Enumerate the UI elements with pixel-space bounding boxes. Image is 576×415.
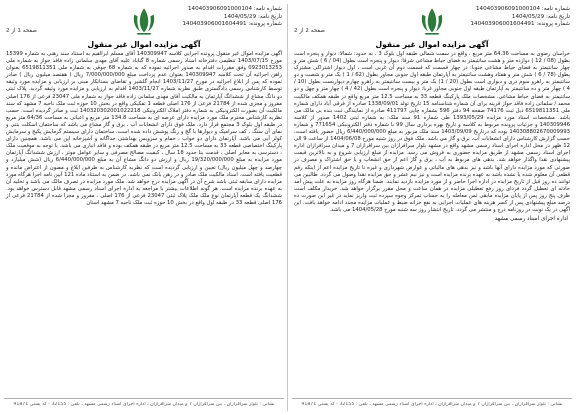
letter-number: شماره نامه: 140403906091000104 — [475, 6, 570, 12]
page-footer: نشانی : بلوار سرافرازان ، بین سرافرازان 7 و میدان سرافرازان ، اداره اجرای اسناد رسمی مشهد ، تلفن : 32155 - کد پستی 91871 — [13, 402, 275, 407]
page-two-column — [292, 4, 572, 408]
page-divider — [287, 4, 288, 411]
notice-title: آگهی مزایده اموال غیر منقول — [87, 40, 201, 49]
page-number: صفحه 2 از 2 — [294, 28, 325, 34]
letter-meta — [182, 6, 282, 29]
footer-divider — [4, 398, 284, 399]
notice-body — [294, 51, 570, 214]
letter-date: تاریخ نامه: 1404/05/29 — [223, 13, 282, 20]
page-number: صفحه 1 از 2 — [6, 28, 37, 34]
page-one-header — [4, 4, 284, 38]
letter-meta — [470, 6, 570, 29]
notice-paragraph: خراسان رضوی به مساحت 64.36 متر مربع ، واقع در سمت شمالی طبقه اول بلوک 3 ، به حدود: شمالا: دیوار و پنجره است بطول (08 / 12 ) دوازده متر و هشت سانتیمتر به فضای حیاط مشاعی شرقا: دیوار و پنجره است بطول (04 / 6 ) شش متر و چهار سانتیمتر به فضای حیاط مشاعی جنوبا: در چهار قسمت که قسمت دوم آن غربی است ، اول دیوار اشتراکی مشترک بطول (78 / 6 ) شش متر و هفتاد وهشت سانتیمتر به آپارتمان طبقه اول جنوبی مجاور بطول (62 / 1 ) یک متر و شصت و دو سانتیمتر به راهرو سوم دری و دیواری است بطول (20 / 1) یک متر و بیست سانتیمتر به راهرو چهارم دیواریست بطول (10 / 4 ) چهار متر و ده سانتیمتر به آپارتمان طبقه اول جنوبی مجاور غربا: دیوار و پنجره است بطول (42 / 4 ) چهار متر و چهل و دو سانتیمتر به فضای حیاط مشاعی. مشخصات ملک پارکینگ قطعه 33 به مساحت 12.5 متر مربع واقع در طبقه همکف مالکیت محمد / سلمانی زاده فاقد جواز قرینه برای آن شماره شناسنامه 15 تاریخ تولد 1338/09/01 صادره از فرقی آباد دارای شماره ملی 6519811351 ذیل ثبت 74176 صفحه 94 دفتر 596 بشماره چاپی 411797 صادره از نمایندگی ثبت بنده بی مالک می باشد. مشخصات اسناد مورد مزایده 1393/05/29 طی شماره 91 سند ملک: به شماره ثبتی 1402 صدور از کلاسه 140309946 و جزئیات پرونده مربوط به کلاسه و تاریخ بهره برداری سال 99 با شماره دفتر الکترونیکی 771654 و شماره 140308802670009993 بوده که درتاریخ 1403/09/09 سند ملک مزبور به مبلغ 6/440/000/000 ریال حضور یافته است. حسب گزارش کارشناس دارای انشعابات آب، برق و گاز می باشد. ملک فوق در روز شنبه مورخ 1404/06/08 از ساعت 9 الی 12 ظهر در محل اداره اجرای اسناد رسمی مشهد واقع در مشهد بلوار سرافرازان بین سرافرازان 7 و میدان سرافرازان اداره اجرای اسناد رسمی مشهد از طریق مزایده حضوری به فروش می رسد. مزایده از مبلغ ارزیابی شروع و به بالاترین قیمت پیشنهادی نقدا واگذار خواهد شد. بدهی های مربوط به آب ، برق و گاز اعم از حق انشعاب و یا حق اشتراک و مصرف در صورتی که مورد مزایده دارای آنها باشد و نیز بدهی های مالیاتی و عوارض شهرداری و غیره تا تاریخ مزایده اعم از اینکه رقم قطعی آن معلوم شده یا نشده باشد به عهده برنده مزایده است و نیز نیم عشر و حق مزایده نقدا وصول می گردد. طالبین می توانند ده روز قبل از تاریخ مزایده در اداره اجرا حاضر و از مورد مزایده بازدید نمایند. ضمنا هرگاه روز مزایده به علت پیش آمد حادثه ای تعطیل گردد فردای روز رفع تعطیلی مزایده در همان ساعت و محل مقرر برگزار خواهد شد. خریدار مکلف است ظرف پنج روز پس از پایان مزایده مابقی ثمن معامله را به حساب تمرکز وجوه سپرده ثبت واریز نماید در غیر این صورت ده درصد مبلغ پیشنهادی پس از کسر هزینه های عملیات اجرایی به نفع خزانه ضبط و عملیات مزایده مجدد ادامه خواهد یافت. این آگهی در یک نوبت در روزنامه درج و منتشر می گردد. تاریخ انتشار روز سه شنبه مورخ 1404/05/28 می باشد. — [294, 51, 571, 214]
page-two-header — [292, 4, 572, 38]
letter-number: شماره نامه: 140403906091000104 — [187, 6, 282, 12]
footer-divider — [292, 398, 572, 399]
notice-body — [6, 51, 282, 207]
case-number: شماره پرونده: 140403906001604491 — [182, 21, 282, 28]
letter-date: تاریخ نامه: 1404/05/29 — [511, 13, 570, 20]
iran-emblem-icon — [128, 5, 160, 37]
case-number: شماره پرونده: 140403906001604491 — [470, 21, 570, 28]
iran-emblem-icon — [416, 5, 448, 37]
page-one-column — [4, 4, 284, 408]
notice-paragraph: آگهی مزایده اموال غیر منقول پرونده اجرایی کلاسه 140309947 آقای مسلم ابرالقیم به استناد سند رهنی به شماره 15399 مورخ 1403/07/15 تنظیمی دفترخانه اسناد رسمی شماره 8 گناباد علیه آقای مهدی سلمانی زاده فاقد جواز به شماره ملی 0923013253 وفق مقررات اقدام به صدور اجرائیه نموده که به شماره 68 جوقی به شماره ملی 6519811351 بعنوان راهن اجرائیه آن تحت کلاسه 140309947 بعنوان عدم پرداخت مبلغ 7/000/000/000 ریال ( هفتصد میلیون ریال ) صادر نموده که پس از ابلاغ اجرائیه در مورخ 1403/11/27 انجام گلشیر و تقاضای بستانکار مبنی بر ارزیابی و مزایده مورد وثیقه توسط کارشناس رسمی دادگستری طبق نظریه شماره 1403/11/27 اقدام به ارزیابی و مزایده مورد وثیقه گردید. پلاک ثبتی دو دانگ مشاع از ششدانگ آپارتمان به مالکیت آقای مهدی سلمانی زاده فاقد جواز به شماره ملی 23047 فرعی از 176 اصلی مفروز و مجزی شده از 21784 فرعی از 176 اصلی قطعه 1 تفکیکی واقع در بخش 10 حوزه ثبت ملک ناحیه 7 مشهد که سند مالکیت آن بصورت الکترونیکی به شماره دفتر املاک الکترونیکی 140320302001022218 ثبت و صادر گردیده است. حسب نظریه کارشناس محترم ملک مورد مزایده دارای عرصه ای به مساحت 134.8 متر مربع و اعیانی به مساحت 64/36 متر مربع در طبقه اول بلوک 3 مجتمع قرار دارد. ملک فوق دارای انشعابات آب ، برق و گاز مشاع می باشد که ساختمان اسکلت بتنی و نمای آن سنگ ، کف سرامیک و دیوارها با گچ و رنگ پوشش داده شده است. ساختمان دارای سیستم گرمایش پکیج و سرمایش کولر آبی می باشد. آپارتمان دارای دو خواب ، حمام و سرویس بهداشتی جداگانه و آشپزخانه اپن می باشد. همچنین دارای پارکینگ اختصاصی قطعه 33 به مساحت 12.5 متر مربع در طبقه همکف بوده و فاقد انباری می باشد. با توجه به موقعیت ملک ، دسترسی به معابر اصلی ، قدمت بنا حدود 18 سال ، کیفیت مصالح مصرفی و سایر عوامل موثر ، ارزش ششدانگ آپارتمان مورد مزایده به مبلغ 19/320/000/000 ریال و ارزش دو دانگ مشاع آن به مبلغ 6/440/000/000 ریال (شش میلیارد و چهارصد و چهل میلیون ریال) تعیین و ارزیابی گردیده است که نظریه کارشناس به طرفین ابلاغ و مصون از اعتراض مانده و قطعیت یافته است. اسناد مالکیت ملک صادر و در رهن بانک نمی باشد. در ضمن به استناد ماده 121 آیین نامه اجرا هرگاه مورد مزایده دارای سابقه ثبتی باشد شرح آن در آگهی مزایده درج خواهد شد. ملک مورد مزایده در تصرف مالک می باشد و تخلیه آن به عهده برنده مزایده است. هر گونه اطلاعات بیشتر با مراجعه به اداره اجرای اسناد رسمی مشهد قابل دسترس خواهد بود. ششدانگ یک قطعه آپارتمان نوع ملک ملک پلاک ثبتی 23047 فرعی از 176 اصلی ، مفروز و مجزا شده از 21784 فرعی از 176 اصلی قطعه 33 در طبقه اول واقع در بخش 10 حوزه ثبت ملک ناحیه 7 مشهد استان — [6, 51, 283, 206]
issuing-office: اداره اجرای اسناد رسمی مشهد — [494, 216, 568, 223]
page-footer: نشانی : بلوار سرافرازان ، بین سرافرازان 7 و میدان سرافرازان ، اداره اجرای اسناد رسمی مشهد ، تلفن : 32155 - کد پستی 91871 — [301, 402, 563, 407]
notice-title: آگهی مزایده اموال غیر منقول — [375, 40, 489, 49]
